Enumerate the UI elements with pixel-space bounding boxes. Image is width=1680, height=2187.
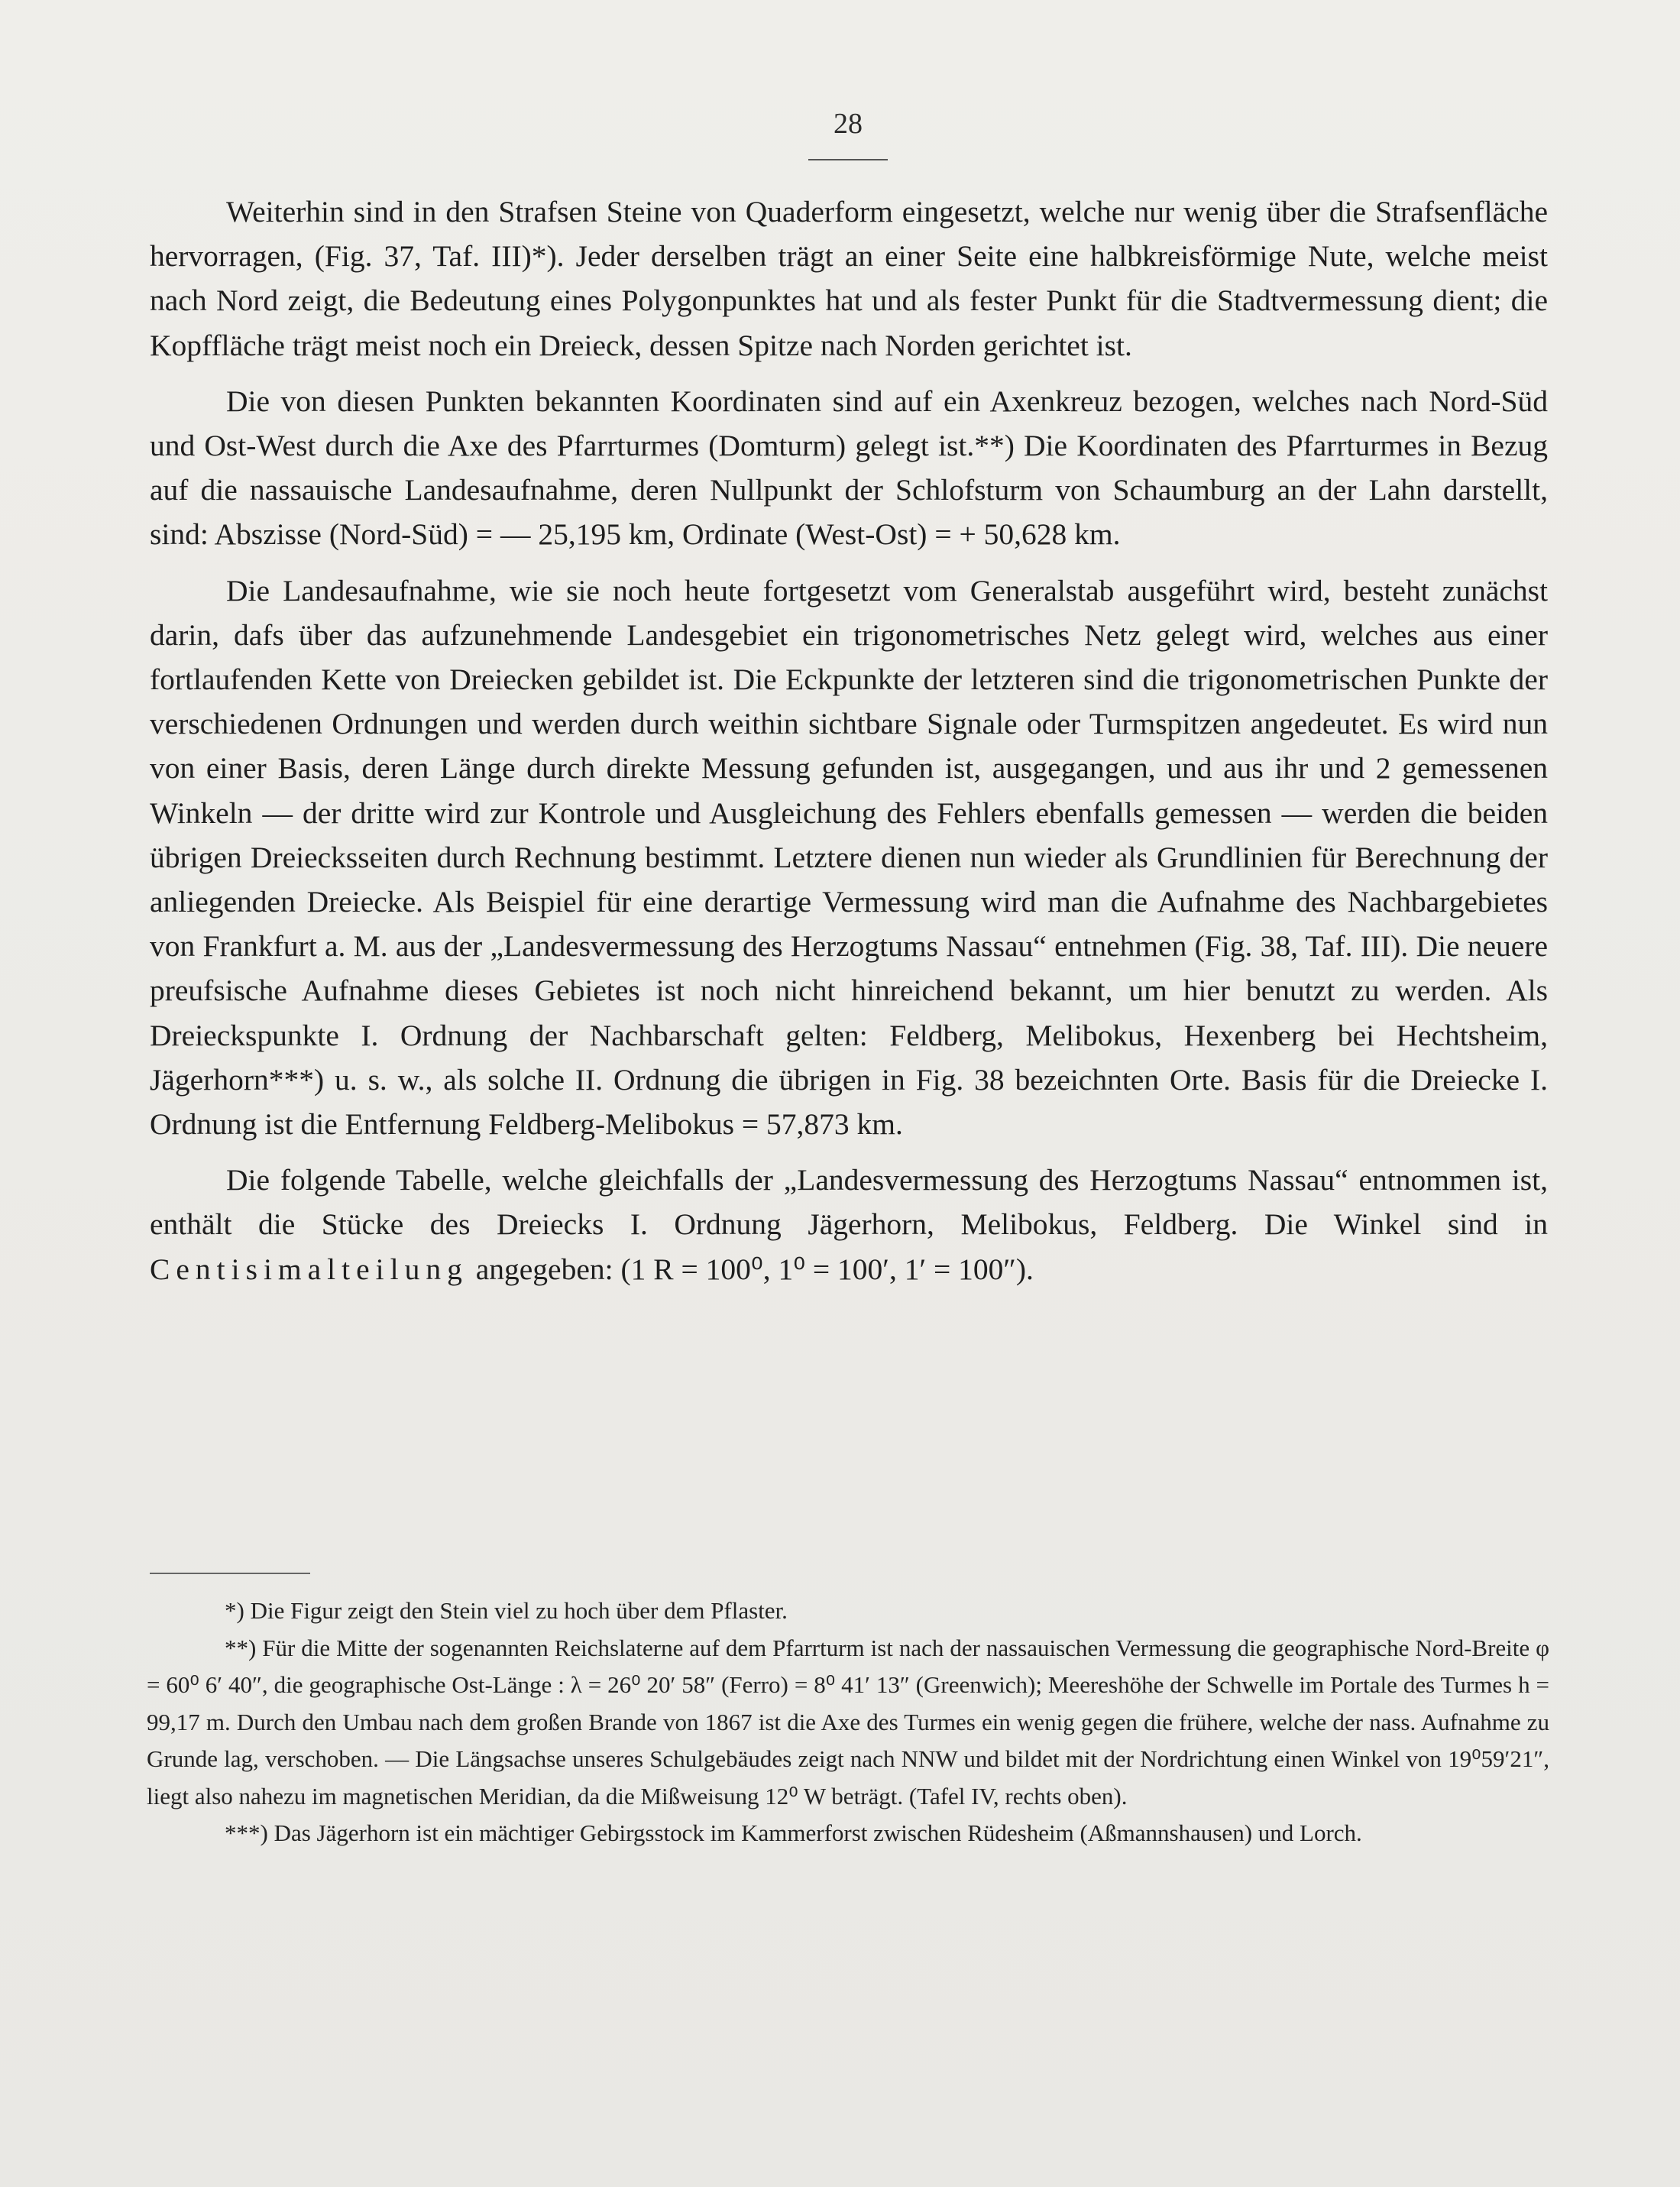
paragraph-4 [150, 1158, 1548, 1291]
paragraph-4-spaced-term: Centisimalteilung [150, 1252, 468, 1286]
paragraph-4-end: angegeben: (1 R = 100⁰, 1⁰ = 100′, 1′ = 100″). [468, 1252, 1034, 1286]
footnotes [147, 1592, 1549, 1852]
paragraph-3: Die Landesaufnahme, wie sie noch heute fortgesetzt vom Generalstab ausgeführt wird, besteht zunächst darin, dafs über das aufzunehmende Landesgebiet ein trigonometrisches Netz gelegt wird, welches aus einer fortlaufenden Kette von Dreiecken gebildet ist. Die Eckpunkte der letzteren sind die trigonometrischen Punkte der verschiedenen Ordnungen und werden durch weithin sichtbare Signale oder Turmspitzen angedeutet. Es wird nun von einer Basis, deren Länge durch direkte Messung gefunden ist, ausgegangen, und aus ihr und 2 gemessenen Winkeln — der dritte wird zur Kontrole und Ausgleichung des Fehlers ebenfalls gemessen — werden die beiden übrigen Dreiecksseiten durch Rechnung bestimmt. Letztere dienen nun wieder als Grundlinien für Berechnung der anliegenden Dreiecke. Als Beispiel für eine derartige Vermessung wird man die Aufnahme des Nachbargebietes von Frankfurt a. M. aus der „Landesvermessung des Herzogtums Nassau“ entnehmen (Fig. 38, Taf. III). Die neuere preufsische Aufnahme dieses Gebietes ist noch nicht hinreichend bekannt, um hier benutzt zu werden. Als Dreieckspunkte I. Ordnung der Nachbarschaft gelten: Feldberg, Melibokus, Hexenberg bei Hechtsheim, Jägerhorn***) u. s. w., als solche II. Ordnung die übrigen in Fig. 38 bezeichnten Orte. Basis für die Dreiecke I. Ordnung ist die Entfernung Feldberg-Melibokus = 57,873 km. [150, 573, 1548, 1142]
footnote-3: ***) Das Jägerhorn ist ein mächtiger Gebirgsstock im Kammerforst zwischen Rüdesheim (Aßmannshausen) und Lorch. [225, 1819, 1362, 1846]
paragraph-1: Weiterhin sind in den Strafsen Steine von Quaderform eingesetzt, welche nur wenig über die Strafsenfläche hervorragen, (Fig. 37, Taf. III)*). Jeder derselben trägt an einer Seite eine halbkreisförmige Nute, welche meist nach Nord zeigt, die Bedeutung eines Polygonpunktes hat und als fester Punkt für die Stadtvermessung dient; die Kopffläche trägt meist noch ein Dreieck, dessen Spitze nach Norden gerichtet ist. [150, 195, 1548, 362]
paragraph-4-start: Die folgende Tabelle, welche gleichfalls der „Landesvermessung des Herzogtums Nassau“ entnommen ist, enthält die Stücke des Dreiecks I. Ordnung Jägerhorn, Melibokus, Feldberg. Die Winkel sind in [150, 1163, 1548, 1242]
page-number-rule [808, 159, 888, 160]
footnote-1: *) Die Figur zeigt den Stein viel zu hoch über dem Pflaster. [225, 1597, 788, 1624]
page-number: 28 [834, 108, 863, 140]
footnote-2: **) Für die Mitte der sogenannten Reichslaterne auf dem Pfarrturm ist nach der nassauischen Vermessung die geographische Nord-Breite φ = 60⁰ 6′ 40″, die geographische Ost-Länge : λ = 26⁰ 20′ 58″ (Ferro) = 8⁰ 41′ 13″ (Greenwich); Meereshöhe der Schwelle im Portale des Turmes h = 99,17 m. Durch den Umbau nach dem großen Brande von 1867 ist die Axe des Turmes ein wenig gegen die frühere, welche der nass. Aufnahme zu Grunde lag, verschoben. — Die Längsachse unseres Schulgebäudes zeigt nach NNW und bildet mit der Nordrichtung einen Winkel von 19⁰59′21″, liegt also nahezu im magnetischen Meridian, da die Mißweisung 12⁰ W beträgt. (Tafel IV, rechts oben). [147, 1634, 1549, 1810]
body-text [150, 190, 1548, 1303]
paragraph-2: Die von diesen Punkten bekannten Koordinaten sind auf ein Axenkreuz bezogen, welches nach Nord-Süd und Ost-West durch die Axe des Pfarrturmes (Domturm) gelegt ist.**) Die Koordinaten des Pfarrturmes in Bezug auf die nassauische Landesaufnahme, deren Nullpunkt der Schlofsturm von Schaumburg an der Lahn darstellt, sind: Abszisse (Nord-Süd) = — 25,195 km, Ordinate (West-Ost) = + 50,628 km. [150, 384, 1548, 552]
footnote-separator [150, 1573, 310, 1574]
